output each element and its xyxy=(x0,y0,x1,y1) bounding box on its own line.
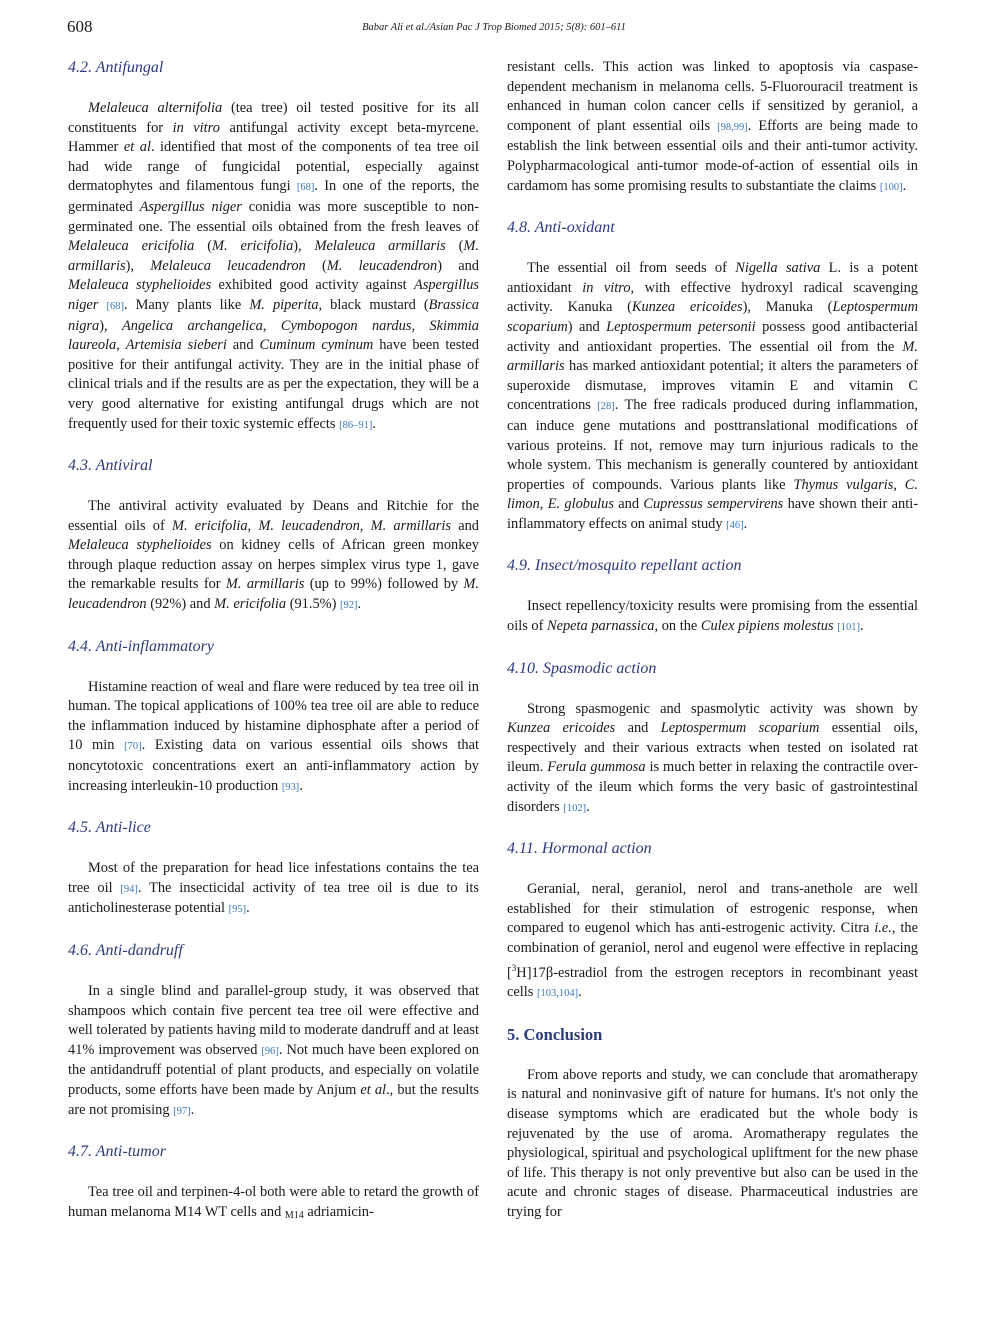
section-heading-anti-inflammatory: 4.4. Anti-inflammatory xyxy=(68,637,214,655)
citation-link[interactable]: [70] xyxy=(124,741,142,753)
section-heading-insect-repellant: 4.9. Insect/mosquito repellant action xyxy=(507,557,742,575)
citation-link[interactable]: [103,104] xyxy=(536,988,579,1000)
citation-link[interactable]: [28] xyxy=(597,401,615,413)
citation-link[interactable]: [101] xyxy=(837,622,860,634)
citation-link[interactable]: [86–91] xyxy=(339,419,373,431)
citation-link[interactable]: [93] xyxy=(281,781,300,793)
section-heading-anti-tumor: 4.7. Anti-tumor xyxy=(68,1143,166,1161)
paragraph-anti-dandruff: In a single blind and parallel-group study, it was observed that shampoos which contain five percent tea tree oil were effective and well tolerated by patients having mild to moderate dandruff and at least 41% improvement was observed [96]. Not much have been explored on the antidandruff potential of plant products, and especially on volatile products, some efforts have been made by Anjum et al., but the results are not promising [97]. xyxy=(68,983,479,1118)
citation-link[interactable]: [92] xyxy=(340,600,358,612)
section-heading-antifungal: 4.2. Antifungal xyxy=(68,59,164,76)
paragraph-spasmodic: Strong spasmogenic and spasmolytic activity was shown by Kunzea ericoides and Leptospermum scoparium essential oils, respectively and their various extracts when tested on isolated rat ileum. Ferula gummosa is much better in relaxing the contractile over-activity of the ileum which forms the very basic of gastrointestinal disorders [102]. xyxy=(507,700,918,815)
section-heading-anti-dandruff: 4.6. Anti-dandruff xyxy=(68,942,183,959)
citation-link[interactable]: [100] xyxy=(879,181,903,193)
paragraph-hormonal: Geranial, neral, geraniol, nerol and trans-anethole are well established for their stimulation of estrogenic response, when compared to eugenol which has anti-estrogenic activity. Citra i.e., the combination of geraniol, nerol and eugenol were effective in replacing [$^3$H]17β-estradiol from the estrogen receptors in recombinant yeast cells [103,104]. xyxy=(507,881,919,1001)
citation-link[interactable]: [94] xyxy=(120,883,138,895)
citation-link[interactable]: [68] xyxy=(106,300,124,312)
citation-link[interactable]: [96] xyxy=(261,1045,279,1057)
right-column xyxy=(507,58,918,1223)
citation-link[interactable]: [95] xyxy=(228,904,247,916)
paragraph-antifungal: Melaleuca alternifolia (tea tree) oil tested positive for its all constituents for in vitro antifungal activity except beta-myrcene. Hammer et al. identified that most of the components of tea tree oil had wide range of fungicidal potential, especially against dermatophytes and filamentous fungi [68]. In one of the reports, the germinated Aspergillus niger conidia was more susceptible to non-germinated one. The essential oils obtained from the fresh leaves of Melaleuca ericifolia (M. ericifolia), Melaleuca armillaris (M. armillaris), Melaleuca leucadendron (M. leucadendron) and Melaleuca styphelioides exhibited good activity against Aspergillus niger [68]. Many plants like M. piperita, black mustard (Brassica nigra), Angelica archangelica, Cymbopogon nardus, Skimmia laureola, Artemisia sieberi and Cuminum cyminum have been tested positive for their antifungal activity. They are in the initial phase of clinical trials and if the results are as per the expectation, they will be a very good alternative for existing antifungal drugs which are not frequently used for their toxic systemic effects [86–91]. xyxy=(68,100,480,432)
page-number: 608 xyxy=(67,17,93,36)
paragraph-conclusion: From above reports and study, we can conclude that aromatherapy is natural and noninvasive gift of nature for humans. It's not only the disease symptoms which are eradicated but the whole body is rejuvenated by the use of aroma. Aromatherapy regulates the physiological, spiritual and psychological upliftment for the new phase of life. This therapy is not only preventive but also can be used in the acute and chronic stages of disease. Pharmaceutical industries are trying for xyxy=(507,1066,918,1220)
section-heading-conclusion: 5. Conclusion xyxy=(507,1024,603,1044)
citation-link[interactable]: [98,99] xyxy=(717,121,748,133)
citation-link[interactable]: [97] xyxy=(173,1105,191,1117)
section-heading-antiviral: 4.3. Antiviral xyxy=(68,457,153,475)
section-heading-hormonal: 4.11. Hormonal action xyxy=(507,840,652,858)
citation-link[interactable]: [68] xyxy=(296,182,315,194)
section-heading-spasmodic: 4.10. Spasmodic action xyxy=(507,659,657,677)
citation-link[interactable]: [102] xyxy=(563,802,587,814)
paragraph-antiviral: The antiviral activity evaluated by Deans and Ritchie for the essential oils of M. ericifolia, M. leucadendron, M. armillaris and Melaleuca styphelioides on kidney cells of African green monkey through plaque reduction assay on herpes simplex virus type 1, gave the remarkable results for M. armillaris (up to 99%) followed by M. leucadendron (92%) and M. ericifolia (91.5%) [92]. xyxy=(68,498,479,613)
left-column xyxy=(68,58,479,1225)
paragraph-insect-repellant: Insect repellency/toxicity results were promising from the essential oils of Nepeta parnassica, on the Culex pipiens molestus [101]. xyxy=(507,598,918,635)
paragraph-anti-inflammatory: Histamine reaction of weal and flare were reduced by tea tree oil in human. The topical applications of 100% tea tree oil are able to reduce the inflammation induced by histamine diphosphate after a period of 10 min [70]. Existing data on various essential oils shows that noncytotoxic concentrations exert an anti-inflammatory action by increasing interleukin-10 production [93]. xyxy=(68,678,479,794)
section-heading-anti-oxidant: 4.8. Anti-oxidant xyxy=(507,219,615,237)
paragraph-anti-lice: Most of the preparation for head lice infestations contains the tea tree oil [94]. The insecticidal activity of tea tree oil is due to its anticholinesterase potential [95]. xyxy=(68,860,479,917)
citation-link[interactable]: [46] xyxy=(726,519,744,531)
paragraph-anti-oxidant: The essential oil from seeds of Nigella sativa L. is a potent antioxidant in vitro, with effective hydroxyl radical scavenging activity. Kanuka (Kunzea ericoides), Manuka (Leptospermum scoparium) and Leptospermum petersonii possess good antibacterial activity and antioxidant properties. The essential oil from the M. armillaris has marked antioxidant potential; it alters the parameters of superoxide dismutase, improves vitamin E and vitamin C concentrations [28]. The free radicals produced during inflammation, can induce gene mutations and posttranslational modifications of various proteins. If not, remove may turn injurious radicals to the whole system. This mechanism is generally countered by antioxidant properties of compounds. Various plants like Thymus vulgaris, C. limon, E. globulus and Cupressus sempervirens have shown their anti-inflammatory effects on animal study [46]. xyxy=(507,260,918,532)
paragraph-anti-tumor: Tea tree oil and terpinen-4-ol both were able to retard the growth of human melanoma M14 WT cells and $_{M14}$ adriamicin- xyxy=(68,1184,479,1221)
section-heading-anti-lice: 4.5. Anti-lice xyxy=(68,819,151,837)
running-head: Babar Ali et al./Asian Pac J Trop Biomed 2015; 5(8): 601–611 xyxy=(362,22,626,33)
paragraph-anti-tumor-continued: resistant cells. This action was linked to apoptosis via caspase-dependent mechanism in melanoma cells. 5-Fluorouracil treatment is enhanced in human colon cancer cells if sensitized by geraniol, a component of plant essential oils [98,99]. Efforts are being made to establish the link between essential oils and their anti-tumor activity. Polypharmacological anti-tumor mode-of-action of essential oils in cardamom has some promising results to substantiate the claims [100]. xyxy=(507,59,918,194)
